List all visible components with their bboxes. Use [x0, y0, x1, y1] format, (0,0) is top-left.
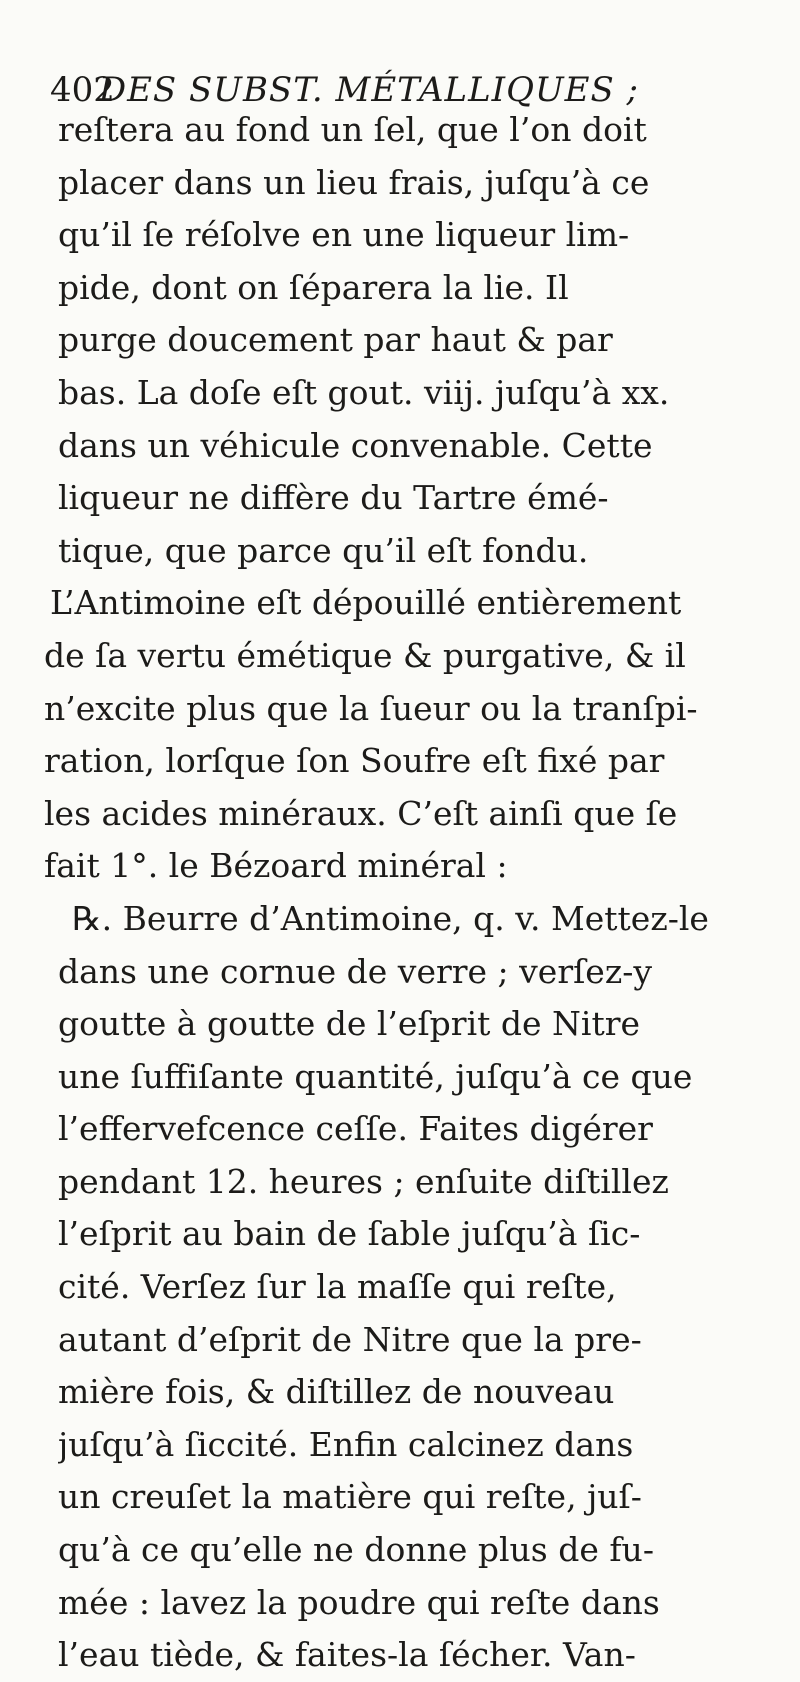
text-line: mée : lavez la poudre qui reſte dans — [58, 1582, 660, 1622]
text-line: qu’il ſe réſolve en une liqueur lim- — [58, 215, 630, 255]
text-line: qu’à ce qu’elle ne donne plus de fu- — [58, 1530, 654, 1570]
text-line: tique, que parce qu’il eſt fondu. — [58, 530, 589, 570]
text-line: goutte à goutte de l’eſprit de Nitre — [58, 1004, 641, 1044]
page-number: 402 — [50, 70, 115, 110]
text-line: pide, dont on ſéparera la lie. Il — [58, 267, 569, 307]
recipe-start-line: ℞. Beurre d’Antimoine, q. v. Mettez-le — [72, 898, 709, 938]
text-line: liqueur ne diffère du Tartre émé- — [58, 478, 609, 518]
text-line: une ſuffiſante quantité, juſqu’à ce que — [58, 1056, 693, 1096]
text-line: de ſa vertu émétique & purgative, & il — [44, 635, 686, 675]
text-line: placer dans un lieu frais, juſqu’à ce — [58, 162, 650, 202]
text-line: mière fois, & diſtillez de nouveau — [58, 1372, 615, 1412]
text-line: l’eſprit au bain de ſable juſqu’à ſic- — [58, 1214, 641, 1254]
body-text — [44, 104, 770, 1682]
text-line: un creuſet la matière qui reſte, juſ- — [58, 1477, 642, 1517]
text-line: l’eau tiède, & faites-la ſécher. Van- — [58, 1635, 636, 1675]
text-line: les acides minéraux. C’eſt ainſi que ſe — [44, 793, 678, 833]
text-line: purge doucement par haut & par — [58, 320, 613, 360]
text-line: dans un véhicule convenable. Cette — [58, 425, 653, 465]
text-line: pendant 12. heures ; enſuite diſtillez — [58, 1161, 669, 1201]
text-line: reſtera au fond un ſel, que l’on doit — [58, 110, 647, 149]
text-line: l’effervefcence ceſſe. Faites digérer — [58, 1109, 653, 1149]
text-line: dans une cornue de verre ; verſez-y — [58, 951, 653, 991]
paragraph-start-line: L’Antimoine eſt dépouillé entièrement — [50, 583, 682, 623]
text-line: ration, lorſque ſon Soufre eſt fixé par — [44, 741, 665, 781]
text-line: cité. Verſez ſur la maſſe qui reſte, — [58, 1267, 617, 1307]
text-line: bas. La doſe eſt gout. viij. juſqu’à xx. — [58, 372, 670, 412]
text-line: fait 1°. le Bézoard minéral : — [44, 846, 508, 886]
text-line: juſqu’à ſiccité. Enfin calcinez dans — [58, 1424, 634, 1464]
text-line: n’excite plus que la ſueur ou la tranſpi- — [44, 688, 698, 728]
text-line: autant d’eſprit de Nitre que la pre- — [58, 1319, 642, 1359]
running-title: DES SUBST. MÉTALLIQUES ; — [98, 70, 640, 110]
